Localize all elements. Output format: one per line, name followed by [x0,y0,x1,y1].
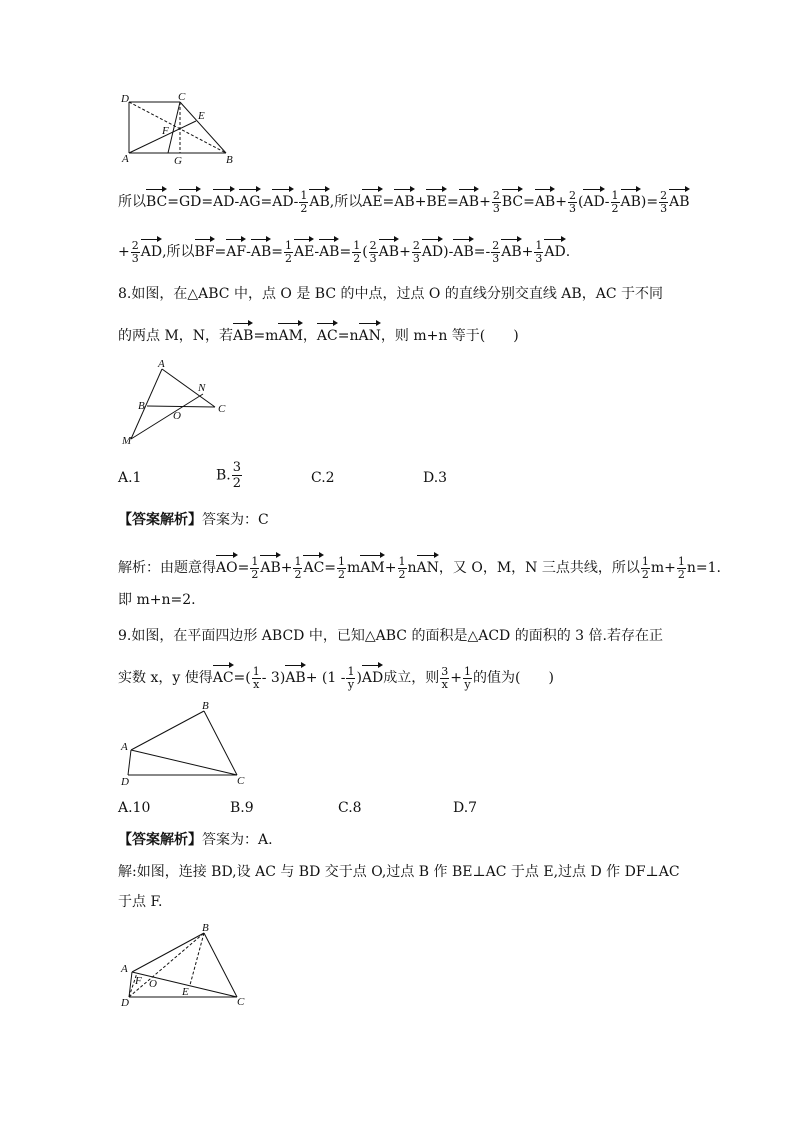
vector: AD [362,662,383,688]
vector: AE [362,186,382,212]
text: 的两点 M，N，若 [118,328,234,344]
label-D: D [121,93,129,105]
label-A: A [121,963,128,975]
fraction: $\frac{1}{2}$ [300,188,308,215]
text: = [324,560,337,576]
text: = [214,244,227,260]
vector: AB [251,236,271,262]
text: )= [640,194,659,210]
option-d[interactable]: D.7 [453,800,478,816]
fraction: $\frac{2}{3}$ [492,188,500,215]
text: =- [473,244,491,260]
text: B. [216,467,231,484]
vector: AB [260,552,280,578]
text: - [234,194,240,210]
label-D: D [121,776,129,788]
vector: AB [285,662,305,688]
fraction: $\frac{1}{2}$ [611,188,619,215]
text: ,所以 [162,244,195,260]
label-A: A [158,358,165,370]
vector: BC [146,186,167,212]
option-a[interactable]: A.10 [118,800,151,816]
vector: BE [426,186,447,212]
fraction: $\frac{3}{2}$ [232,460,242,491]
fraction: $\frac{1}{y}$ [347,664,355,691]
option-d[interactable]: D.3 [423,470,448,486]
vector: AB [379,236,399,262]
text: )- [443,244,454,260]
vector: AM [360,552,384,578]
text: 的值为( ) [473,670,554,686]
fraction: $\frac{1}{x}$ [252,664,260,691]
q8-answer [118,510,269,530]
text: ) [356,670,362,686]
fraction: $\frac{2}{3}$ [412,238,420,265]
text: ,所以 [329,194,363,210]
option-b[interactable]: B.9 [230,800,254,816]
text: n=1. [686,560,721,576]
text: - 3) [261,670,286,686]
q9-solution-line-1: 解:如图，连接 BD,设 AC 与 BD 交于点 O,过点 B 作 BE⊥AC 于点 E,过点 D 作 DF⊥AC [118,864,680,880]
text: ，又 O，M，N 三点共线，所以 [438,560,640,576]
text: - [314,244,320,260]
vector: AD [272,186,293,212]
fraction: $\frac{1}{2}$ [338,554,346,581]
label-A: A [121,741,128,753]
vector: AB [319,236,339,262]
vector: AB [453,236,473,262]
vector: AB [459,186,479,212]
vector: BC [502,186,523,212]
label-D: D [121,997,129,1009]
label-M: M [122,435,132,446]
text: - [293,194,299,210]
text: + [280,560,293,576]
text: 所以 [118,194,146,210]
vector: AC [213,662,234,688]
vector: GD [179,186,201,212]
fraction: $\frac{1}{2}$ [677,554,685,581]
solution-line-2 [118,236,570,265]
figure-rectangle-abcd [118,90,248,170]
q8-line-1: 8.如图，在△ABC 中，点 O 是 BC 的中点，过点 O 的直线分别交直线 AB，AC 于不同 [118,286,663,302]
vector: AB [394,186,414,212]
answer-text: 答案为：A. [202,832,273,848]
text: = [201,194,214,210]
fraction: $\frac{3}{x}$ [441,664,449,691]
vector: AC [303,552,324,578]
label-C: C [178,91,186,103]
vector: AN [359,320,381,346]
q9-options [118,798,718,822]
figure-quadrilateral-q9 [118,698,258,790]
label-N: N [198,382,206,394]
vector: AB [501,236,521,262]
vector: AD [583,186,604,212]
text: + [479,194,491,210]
vector: AD [544,236,565,262]
text: 成立，则 [383,670,440,686]
text: n [407,560,417,576]
text: - [246,244,251,260]
answer-label: 【答案解析】 [118,512,202,528]
label-B: B [202,700,209,712]
fraction: $\frac{1}{3}$ [535,238,543,265]
solution-line-1 [118,186,690,215]
label-B: B [138,400,145,412]
vector: AB [621,186,641,212]
vector: AN [417,552,439,578]
q9-answer [118,830,273,850]
fraction: $\frac{1}{y}$ [464,664,471,691]
text: ( [362,244,368,260]
option-a[interactable]: A.1 [118,470,142,486]
text: = [167,194,179,210]
label-E: E [198,110,205,122]
text: + (1 - [305,670,346,686]
fraction: $\frac{1}{2}$ [398,554,406,581]
text: = [382,194,395,210]
fraction: $\frac{1}{2}$ [284,238,292,265]
vector: AB [309,186,329,212]
text: = [237,560,250,576]
text: = [339,244,352,260]
label-E: E [182,986,189,998]
vector: AM [278,320,302,346]
text: + [118,244,130,260]
q8-solution-line-2: 即 m+n=2. [118,592,196,608]
text: ，则 m+n 等于( ) [380,328,519,344]
vector: AC [317,320,338,346]
fraction: $\frac{1}{2}$ [294,554,302,581]
answer-text: 答案为：C [202,512,269,528]
q9-solution-line-2: 于点 F. [118,894,163,910]
text: . [565,244,571,260]
answer-label: 【答案解析】 [118,832,202,848]
vector: BF [195,236,215,262]
text: =n [337,328,359,344]
q8-solution-line-1 [118,552,721,581]
fraction: $\frac{1}{2}$ [353,238,361,265]
label-F: F [162,125,169,137]
fraction: $\frac{1}{2}$ [251,554,259,581]
q9-line-2 [118,662,554,691]
q8-options [118,460,718,496]
label-O: O [149,978,157,990]
label-G: G [174,155,182,167]
text: ( [577,194,584,210]
option-c[interactable]: C.8 [338,800,362,816]
vector: AB [669,186,689,212]
text: =( [233,670,251,686]
text: = [446,194,459,210]
q9-line-1: 9.如图，在平面四边形 ABCD 中，已知△ABC 的面积是△ACD 的面积的 3 倍.若存在正 [118,628,663,644]
vector: AE [294,236,314,262]
label-B: B [226,154,233,166]
vector: AD [213,186,234,212]
fraction: $\frac{2}{3}$ [660,188,668,215]
fraction: $\frac{2}{3}$ [369,238,377,265]
figure-quadrilateral-solution [118,918,258,1010]
text: = [271,244,283,260]
q8-line-2 [118,320,519,346]
label-F: F [135,975,142,987]
vector: AB [233,320,253,346]
text: + [521,244,534,260]
fraction: $\frac{2}{3}$ [568,188,576,215]
fraction: $\frac{1}{2}$ [641,554,649,581]
text: = [260,194,273,210]
text: =m [253,328,279,344]
figure-triangle-q8 [118,356,238,446]
label-B: B [202,922,209,934]
vector: AG [239,186,260,212]
vector: AD [422,236,443,262]
text: + [450,670,462,686]
vector: AD [141,236,162,262]
label-A: A [122,153,129,165]
label-C: C [237,775,245,787]
text: 实数 x，y 使得 [118,670,213,686]
text: 解析：由题意得 [118,560,216,576]
text: + [384,560,397,576]
vector: AB [535,186,555,212]
label-O: O [173,410,181,422]
option-b[interactable] [216,460,243,491]
vector: AO [216,552,238,578]
text: m+ [650,560,676,576]
text: + [399,244,411,260]
label-C: C [237,996,245,1008]
text: + [414,194,427,210]
fraction: $\frac{2}{3}$ [492,238,500,265]
option-c[interactable]: C.2 [311,470,335,486]
fraction: $\frac{2}{3}$ [131,238,139,265]
text: - [604,194,610,210]
text: + [555,194,567,210]
text: ， [302,328,317,344]
vector: AF [226,236,246,262]
text: m [347,560,361,576]
label-C: C [218,403,226,415]
text: = [523,194,535,210]
